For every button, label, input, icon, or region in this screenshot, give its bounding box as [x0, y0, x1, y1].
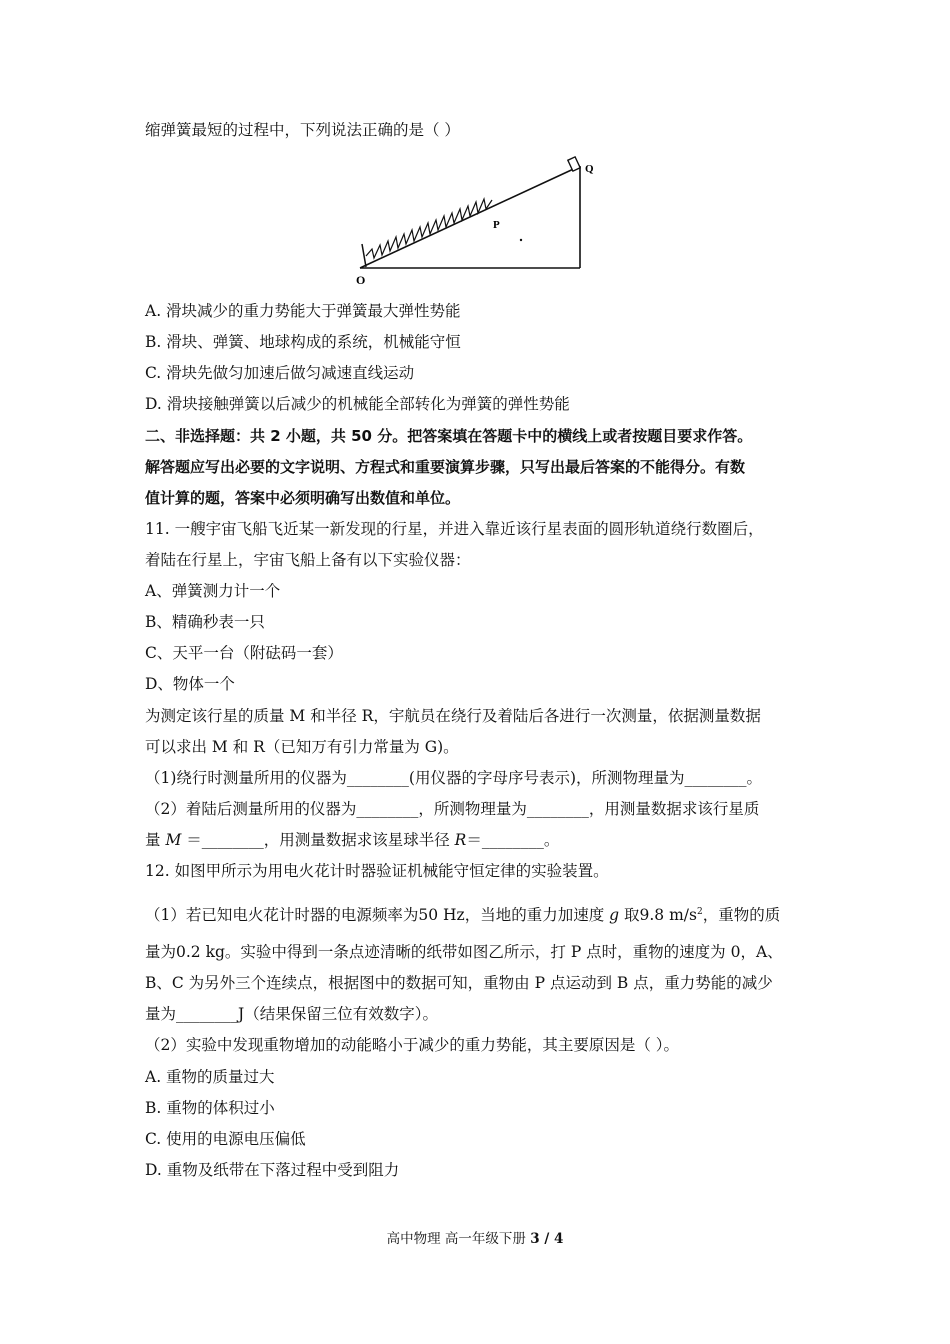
q11-text-line2: 可以求出 M 和 R（已知万有引力常量为 G)。	[145, 738, 459, 756]
q11-item-d: D、物体一个	[145, 675, 235, 693]
q10-option-c: C. 滑块先做匀加速后做匀减速直线运动	[145, 364, 415, 382]
q12-part1-line4: 量为________J（结果保留三位有效数字）。	[145, 1005, 438, 1023]
section-two-instructions: 解答题应写出必要的文字说明、方程式和重要演算步骤，只写出最后答案的不能得分。有数	[145, 458, 746, 476]
q11-part1: （1)绕行时测量所用的仪器为________(用仪器的字母序号表示)，所测物理量为________。	[145, 769, 763, 787]
q11-item-b: B、精确秒表一只	[145, 613, 265, 631]
section-two-instructions-cont: 值计算的题，答案中必须明确写出数值和单位。	[145, 489, 461, 507]
q11-item-c: C、天平一台（附砝码一套）	[145, 644, 343, 662]
q10-option-d: D. 滑块接触弹簧以后减少的机械能全部转化为弹簧的弹性势能	[145, 395, 570, 413]
q12-option-c: C. 使用的电源电压偏低	[145, 1130, 306, 1148]
q12-option-d: D. 重物及纸带在下落过程中受到阻力	[145, 1161, 400, 1179]
q10-option-a: A. 滑块减少的重力势能大于弹簧最大弹性势能	[145, 302, 461, 320]
footer-title: 高中物理 高一年级下册	[386, 1231, 531, 1247]
page-number: 3 / 4	[530, 1231, 564, 1247]
q12-option-a: A. 重物的质量过大	[145, 1068, 275, 1086]
label-q: Q	[585, 163, 594, 175]
q10-option-b: B. 滑块、弹簧、地球构成的系统，机械能守恒	[145, 333, 461, 351]
q12-part1-line3: B、C 为另外三个连续点，根据图中的数据可知，重物由 P 点运动到 B 点，重力势能的减少	[145, 974, 773, 992]
q11-part2: （2）着陆后测量所用的仪器为________，所测物理量为________，用测量数据求该行星质	[145, 800, 760, 818]
q12-part1-line2: 量为0.2 kg。实验中得到一条点迹清晰的纸带如图乙所示，打 P 点时，重物的速度为 0，A、	[145, 943, 783, 961]
q12-stem: 12. 如图甲所示为用电火花计时器验证机械能守恒定律的实验装置。	[145, 862, 609, 880]
q12-part2: （2）实验中发现重物增加的动能略小于减少的重力势能，其主要原因是（ ）。	[145, 1036, 680, 1054]
q11-stem-cont: 着陆在行星上，宇宙飞船上备有以下实验仪器：	[145, 551, 471, 569]
dot-mark	[520, 239, 522, 241]
section-two-heading: 二、非选择题：共 2 小题，共 50 分。把答案填在答题卡中的横线上或者按题目要求作答。	[145, 427, 753, 445]
q11-part2-cont: 量 M ＝________，用测量数据求该星球半径 R＝________。	[145, 831, 560, 849]
q11-text-line1: 为测定该行星的质量 M 和半径 R，宇航员在绕行及着陆后各进行一次测量，依据测量数据	[145, 707, 761, 725]
question-intro-line: 缩弹簧最短的过程中，下列说法正确的是（ ）	[145, 121, 460, 139]
incline-spring-diagram	[350, 152, 610, 292]
spring-coil	[366, 199, 492, 258]
spring-base-plate	[362, 244, 366, 267]
q12-option-b: B. 重物的体积过小	[145, 1099, 275, 1117]
label-o: O	[356, 273, 366, 287]
q12-part1: （1）若已知电火花计时器的电源频率为50 Hz，当地的重力加速度 g 取9.8 $m/s^2$，重物的质	[145, 906, 781, 925]
label-p: P	[493, 219, 500, 231]
page-footer	[0, 1227, 950, 1247]
slider-block-q	[568, 157, 580, 171]
q11-stem: 11. 一艘宇宙飞船飞近某一新发现的行星，并进入靠近该行星表面的圆形轨道绕行数圈后，	[145, 520, 764, 538]
q11-item-a: A、弹簧测力计一个	[145, 582, 281, 600]
